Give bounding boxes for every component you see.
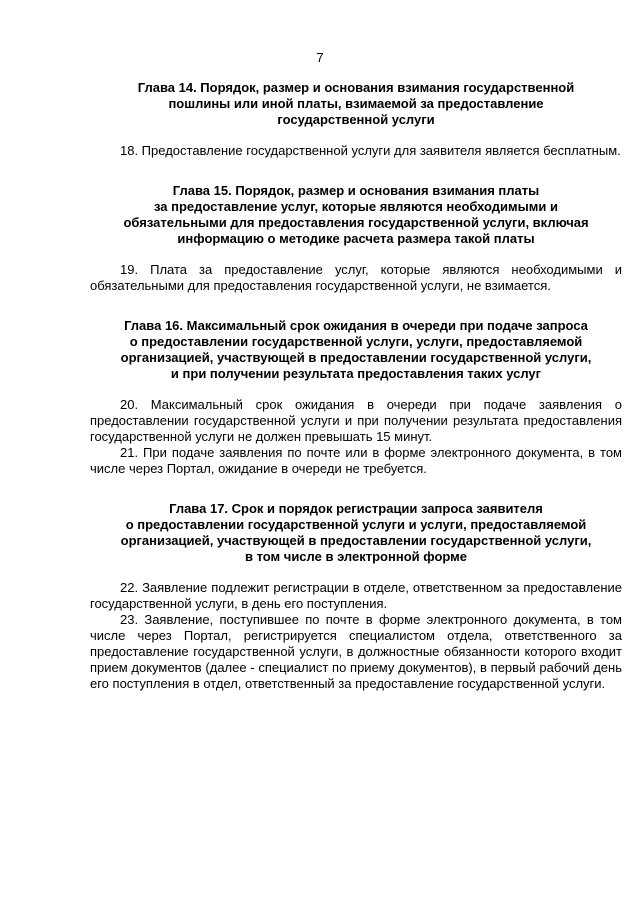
chapter-17 bbox=[90, 501, 622, 692]
paragraph-19: 19. Плата за предоставление услуг, которые являются необходимыми и обязательными для предоставления государственной услуги, не взимается. bbox=[90, 262, 622, 293]
paragraph-20: 20. Максимальный срок ожидания в очереди при подаче заявления о предоставлении государственной услуги и при получении результата предоставления государственной услуги не должен превышать 15 минут. bbox=[90, 397, 622, 444]
chapter-title-line: Глава 16. Максимальный срок ожидания в очереди при подаче запроса bbox=[124, 318, 588, 333]
chapter-title-line: организацией, участвующей в предоставлении государственной услуги, bbox=[120, 533, 592, 548]
chapter-title-line: за предоставление услуг, которые являются необходимыми и bbox=[154, 199, 558, 214]
paragraph-23: 23. Заявление, поступившее по почте в форме электронного документа, в том числе через Портал, регистрируется специалистом отдела, ответственного за предоставление государственной услуги, в должностные обязанности которого входит прием документов (далее - специалист по приему документов), в первый рабочий день его поступления в отдел, ответственный за предоставление государственной услуги. bbox=[90, 612, 622, 691]
chapter-title bbox=[90, 183, 622, 247]
chapter-title-line: пошлины или иной платы, взимаемой за предоставление bbox=[168, 96, 544, 111]
chapter-title-line: информацию о методике расчета размера такой платы bbox=[177, 231, 535, 246]
chapter-title-line: и при получении результата предоставления таких услуг bbox=[170, 366, 542, 381]
document-body bbox=[90, 80, 622, 692]
chapter-15 bbox=[90, 183, 622, 294]
paragraph-18: 18. Предоставление государственной услуги для заявителя является бесплатным. bbox=[120, 143, 621, 158]
chapter-title-line: государственной услуги bbox=[277, 112, 435, 127]
paragraph-21: 21. При подаче заявления по почте или в форме электронного документа, в том числе через Портал, ожидание в очереди не требуется. bbox=[90, 445, 622, 476]
chapter-title-line: в том числе в электронной форме bbox=[244, 549, 468, 564]
chapter-title-line: о предоставлении государственной услуги, услуги, предоставляемой bbox=[129, 334, 583, 349]
chapter-title-line: Глава 17. Срок и порядок регистрации запроса заявителя bbox=[169, 501, 543, 516]
chapter-title bbox=[90, 318, 622, 382]
chapter-14 bbox=[90, 80, 622, 159]
chapter-title bbox=[90, 501, 622, 565]
paragraph-22: 22. Заявление подлежит регистрации в отделе, ответственном за предоставление государственной услуги, в день его поступления. bbox=[90, 580, 622, 611]
chapter-title-line: Глава 14. Порядок, размер и основания взимания государственной bbox=[137, 80, 575, 95]
chapter-title-line: организацией, участвующей в предоставлении государственной услуги, bbox=[120, 350, 592, 365]
chapter-title-line: Глава 15. Порядок, размер и основания взимания платы bbox=[172, 183, 540, 198]
page-number: 7 bbox=[316, 50, 324, 65]
chapter-title-line: о предоставлении государственной услуги и услуги, предоставляемой bbox=[125, 517, 587, 532]
chapter-16 bbox=[90, 318, 622, 477]
chapter-title-line: обязательными для предоставления государственной услуги, включая bbox=[123, 215, 589, 230]
chapter-title bbox=[90, 80, 622, 128]
